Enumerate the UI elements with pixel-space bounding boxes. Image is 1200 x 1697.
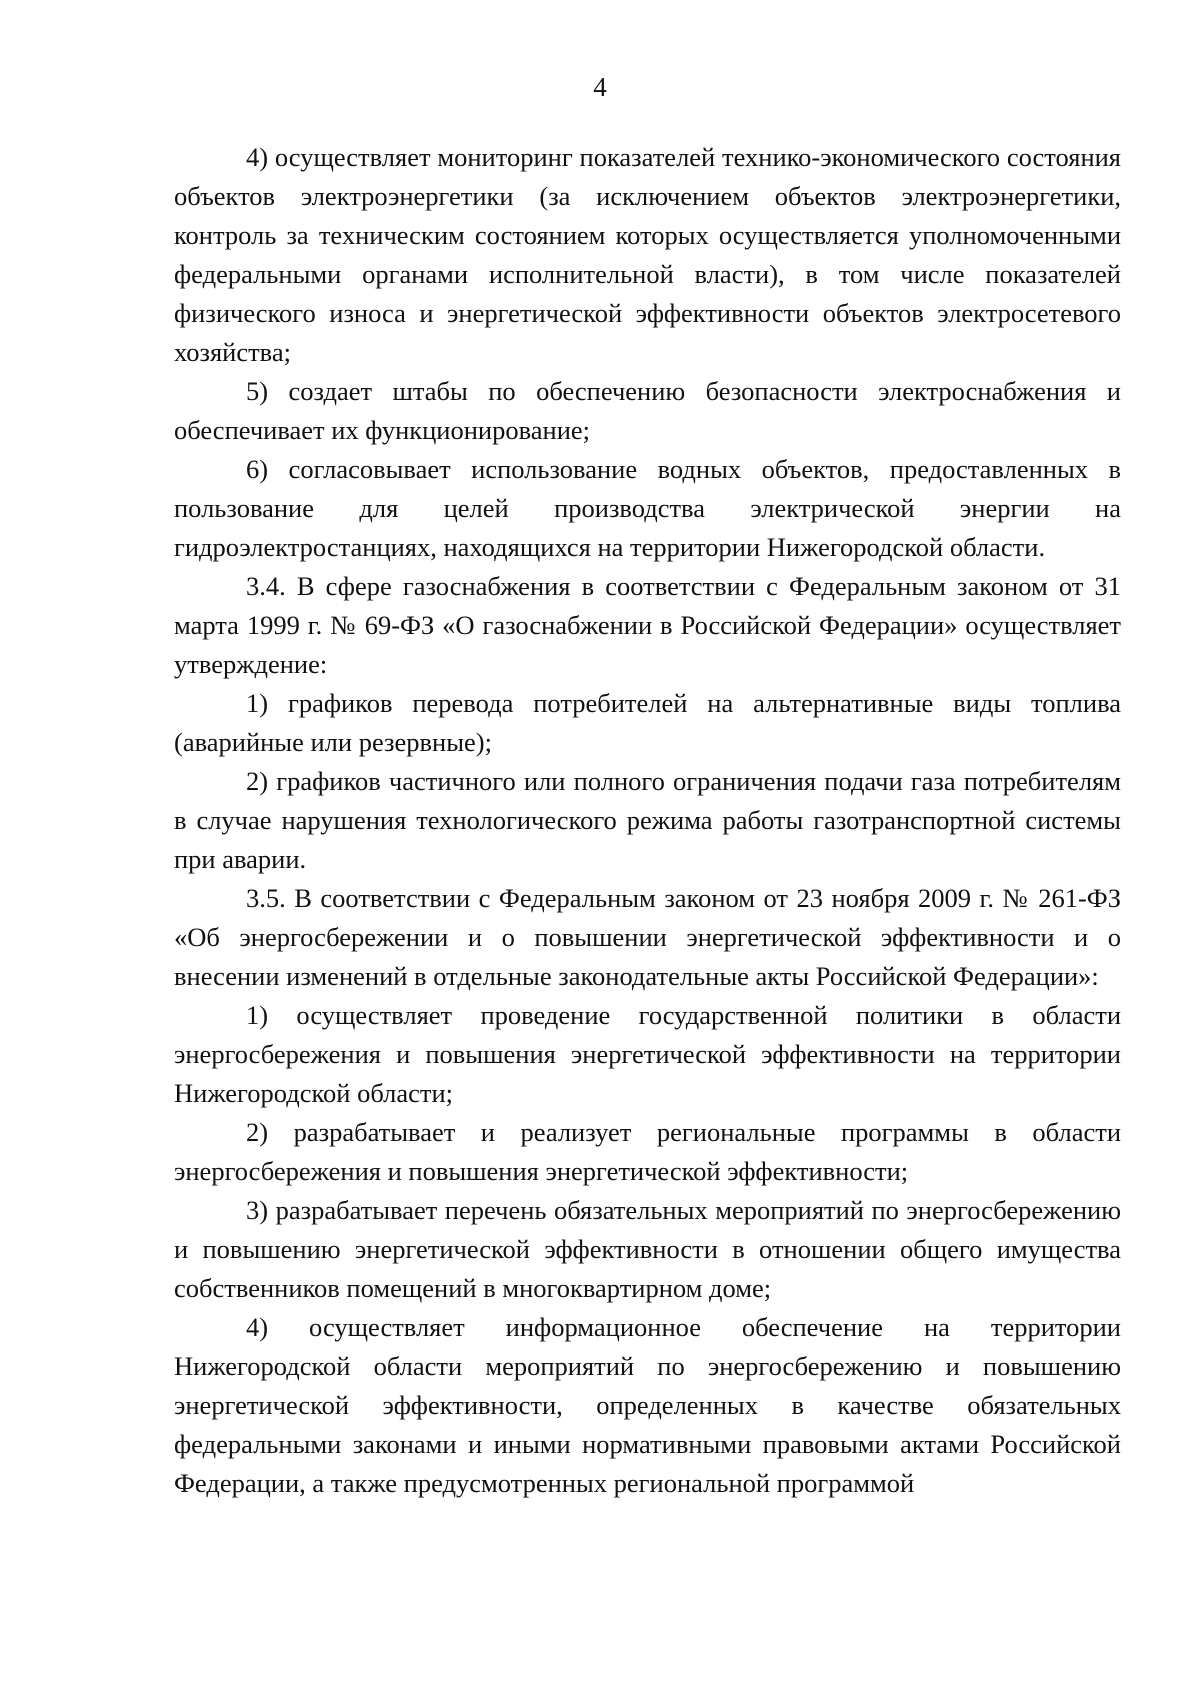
paragraph-item-6-water-objects: 6) согласовывает использование водных объектов, предоставленных в пользование для целей производства электрической энергии на гидроэлектростанциях, находящихся на территории Нижегородской области. [174, 454, 1121, 562]
page-number: 4 [593, 72, 607, 102]
paragraph-3-4-item-1: 1) графиков перевода потребителей на альтернативные виды топлива (аварийные или резервные); [174, 688, 1121, 757]
paragraph-3-4-item-2: 2) графиков частичного или полного ограничения подачи газа потребителям в случае нарушения технологического режима работы газотранспортной системы при аварии. [174, 766, 1121, 874]
paragraph-3-5-item-1: 1) осуществляет проведение государственной политики в области энергосбережения и повышения энергетической эффективности на территории Нижегородской области; [174, 1000, 1121, 1108]
paragraph-section-3-4: 3.4. В сфере газоснабжения в соответствии с Федеральным законом от 31 марта 1999 г. № 69-ФЗ «О газоснабжении в Российской Федерации» осуществляет утверждение: [174, 571, 1121, 679]
paragraph-3-5-item-2: 2) разрабатывает и реализует региональные программы в области энергосбережения и повышения энергетической эффективности; [174, 1117, 1121, 1186]
paragraph-3-5-item-3: 3) разрабатывает перечень обязательных мероприятий по энергосбережению и повышению энергетической эффективности в отношении общего имущества собственников помещений в многоквартирном доме; [174, 1195, 1121, 1303]
paragraph-item-4-monitoring: 4) осуществляет мониторинг показателей технико-экономического состояния объектов электроэнергетики (за исключением объектов электроэнергетики, контроль за техническим состоянием которых осуществляется уполномоченными федеральными органами исполнительной власти), в том числе показателей физического износа и энергетической эффективности объектов электросетевого хозяйства; [174, 142, 1121, 367]
paragraph-section-3-5: 3.5. В соответствии с Федеральным законом от 23 ноября 2009 г. № 261-ФЗ «Об энергосбережении и о повышении энергетической эффективности и о внесении изменений в отдельные законодательные акты Российской Федерации»: [174, 883, 1121, 991]
paragraph-3-5-item-4: 4) осуществляет информационное обеспечение на территории Нижегородской области мероприятий по энергосбережению и повышению энергетической эффективности, определенных в качестве обязательных федеральными законами и иными нормативными правовыми актами Российской Федерации, а также предусмотренных региональной программой [174, 1312, 1121, 1498]
document-body [174, 138, 1121, 1503]
paragraph-item-5-headquarters: 5) создает штабы по обеспечению безопасности электроснабжения и обеспечивает их функционирование; [174, 376, 1121, 445]
